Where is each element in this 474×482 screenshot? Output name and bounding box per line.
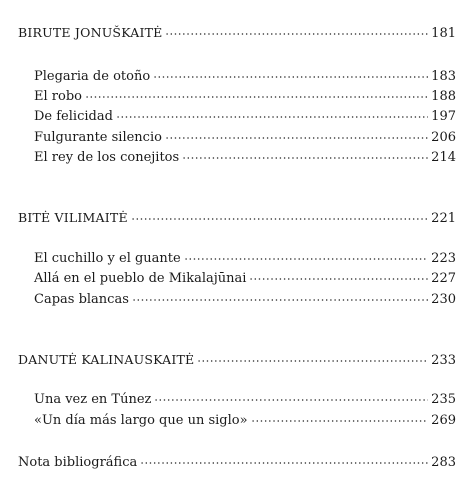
entry-title: Una vez en Túnez bbox=[34, 392, 152, 407]
toc-entry bbox=[34, 387, 456, 408]
dot-leader bbox=[154, 390, 428, 406]
dot-leader bbox=[197, 351, 428, 367]
page-number: 235 bbox=[431, 392, 456, 407]
dot-leader bbox=[131, 209, 428, 225]
entry-title: Fulgurante silencio bbox=[34, 130, 162, 145]
toc-footer-entry bbox=[18, 450, 456, 471]
toc-section-heading bbox=[18, 21, 456, 42]
dot-leader bbox=[132, 290, 428, 306]
toc-section-heading bbox=[18, 348, 456, 369]
entry-title: Capas blancas bbox=[34, 292, 129, 307]
page-number: 221 bbox=[431, 211, 456, 226]
page-number: 188 bbox=[431, 89, 456, 104]
page-number: 227 bbox=[431, 271, 456, 286]
dot-leader bbox=[249, 269, 428, 285]
dot-leader bbox=[140, 453, 428, 469]
page-number: 230 bbox=[431, 292, 456, 307]
page-number: 183 bbox=[431, 69, 456, 84]
dot-leader bbox=[184, 249, 428, 265]
page-number: 206 bbox=[431, 130, 456, 145]
page-number: 233 bbox=[431, 353, 456, 368]
toc-section-heading bbox=[18, 206, 456, 227]
entry-title: Plegaria de otoño bbox=[34, 69, 151, 84]
section-title: BITĖ VILIMAITĖ bbox=[18, 210, 128, 225]
page-number: 269 bbox=[431, 413, 456, 428]
toc-entry bbox=[34, 266, 456, 287]
dot-leader bbox=[116, 107, 428, 123]
toc-entry bbox=[34, 84, 456, 105]
entry-title: El rey de los conejitos bbox=[34, 150, 180, 165]
entry-title: El cuchillo y el guante bbox=[34, 251, 181, 266]
dot-leader bbox=[165, 128, 428, 144]
entry-title: El robo bbox=[34, 89, 82, 104]
toc-entry bbox=[34, 145, 456, 166]
page-number: 197 bbox=[431, 109, 456, 124]
dot-leader bbox=[165, 24, 428, 40]
toc-entry bbox=[34, 104, 456, 125]
entry-title: Allá en el pueblo de Mikalajūnai bbox=[34, 271, 247, 286]
toc-entry bbox=[34, 246, 456, 267]
entry-title: «Un día más largo que un siglo» bbox=[34, 413, 248, 428]
dot-leader bbox=[251, 411, 429, 427]
entry-title: Nota bibliográfica bbox=[18, 455, 138, 470]
entry-title: De felicidad bbox=[34, 109, 113, 124]
toc-entry bbox=[34, 125, 456, 146]
toc-entry bbox=[34, 64, 456, 85]
dot-leader bbox=[153, 67, 428, 83]
dot-leader bbox=[182, 148, 428, 164]
page-number: 214 bbox=[431, 150, 456, 165]
page-number: 181 bbox=[431, 26, 456, 41]
page-number: 223 bbox=[431, 251, 456, 266]
toc-entry bbox=[34, 287, 456, 308]
section-title: DANUTĖ KALINAUSKAITĖ bbox=[18, 352, 195, 367]
dot-leader bbox=[85, 87, 428, 103]
toc-entry bbox=[34, 408, 456, 429]
section-title: BIRUTE JONUŠKAITĖ bbox=[18, 25, 163, 40]
page-number: 283 bbox=[431, 455, 456, 470]
